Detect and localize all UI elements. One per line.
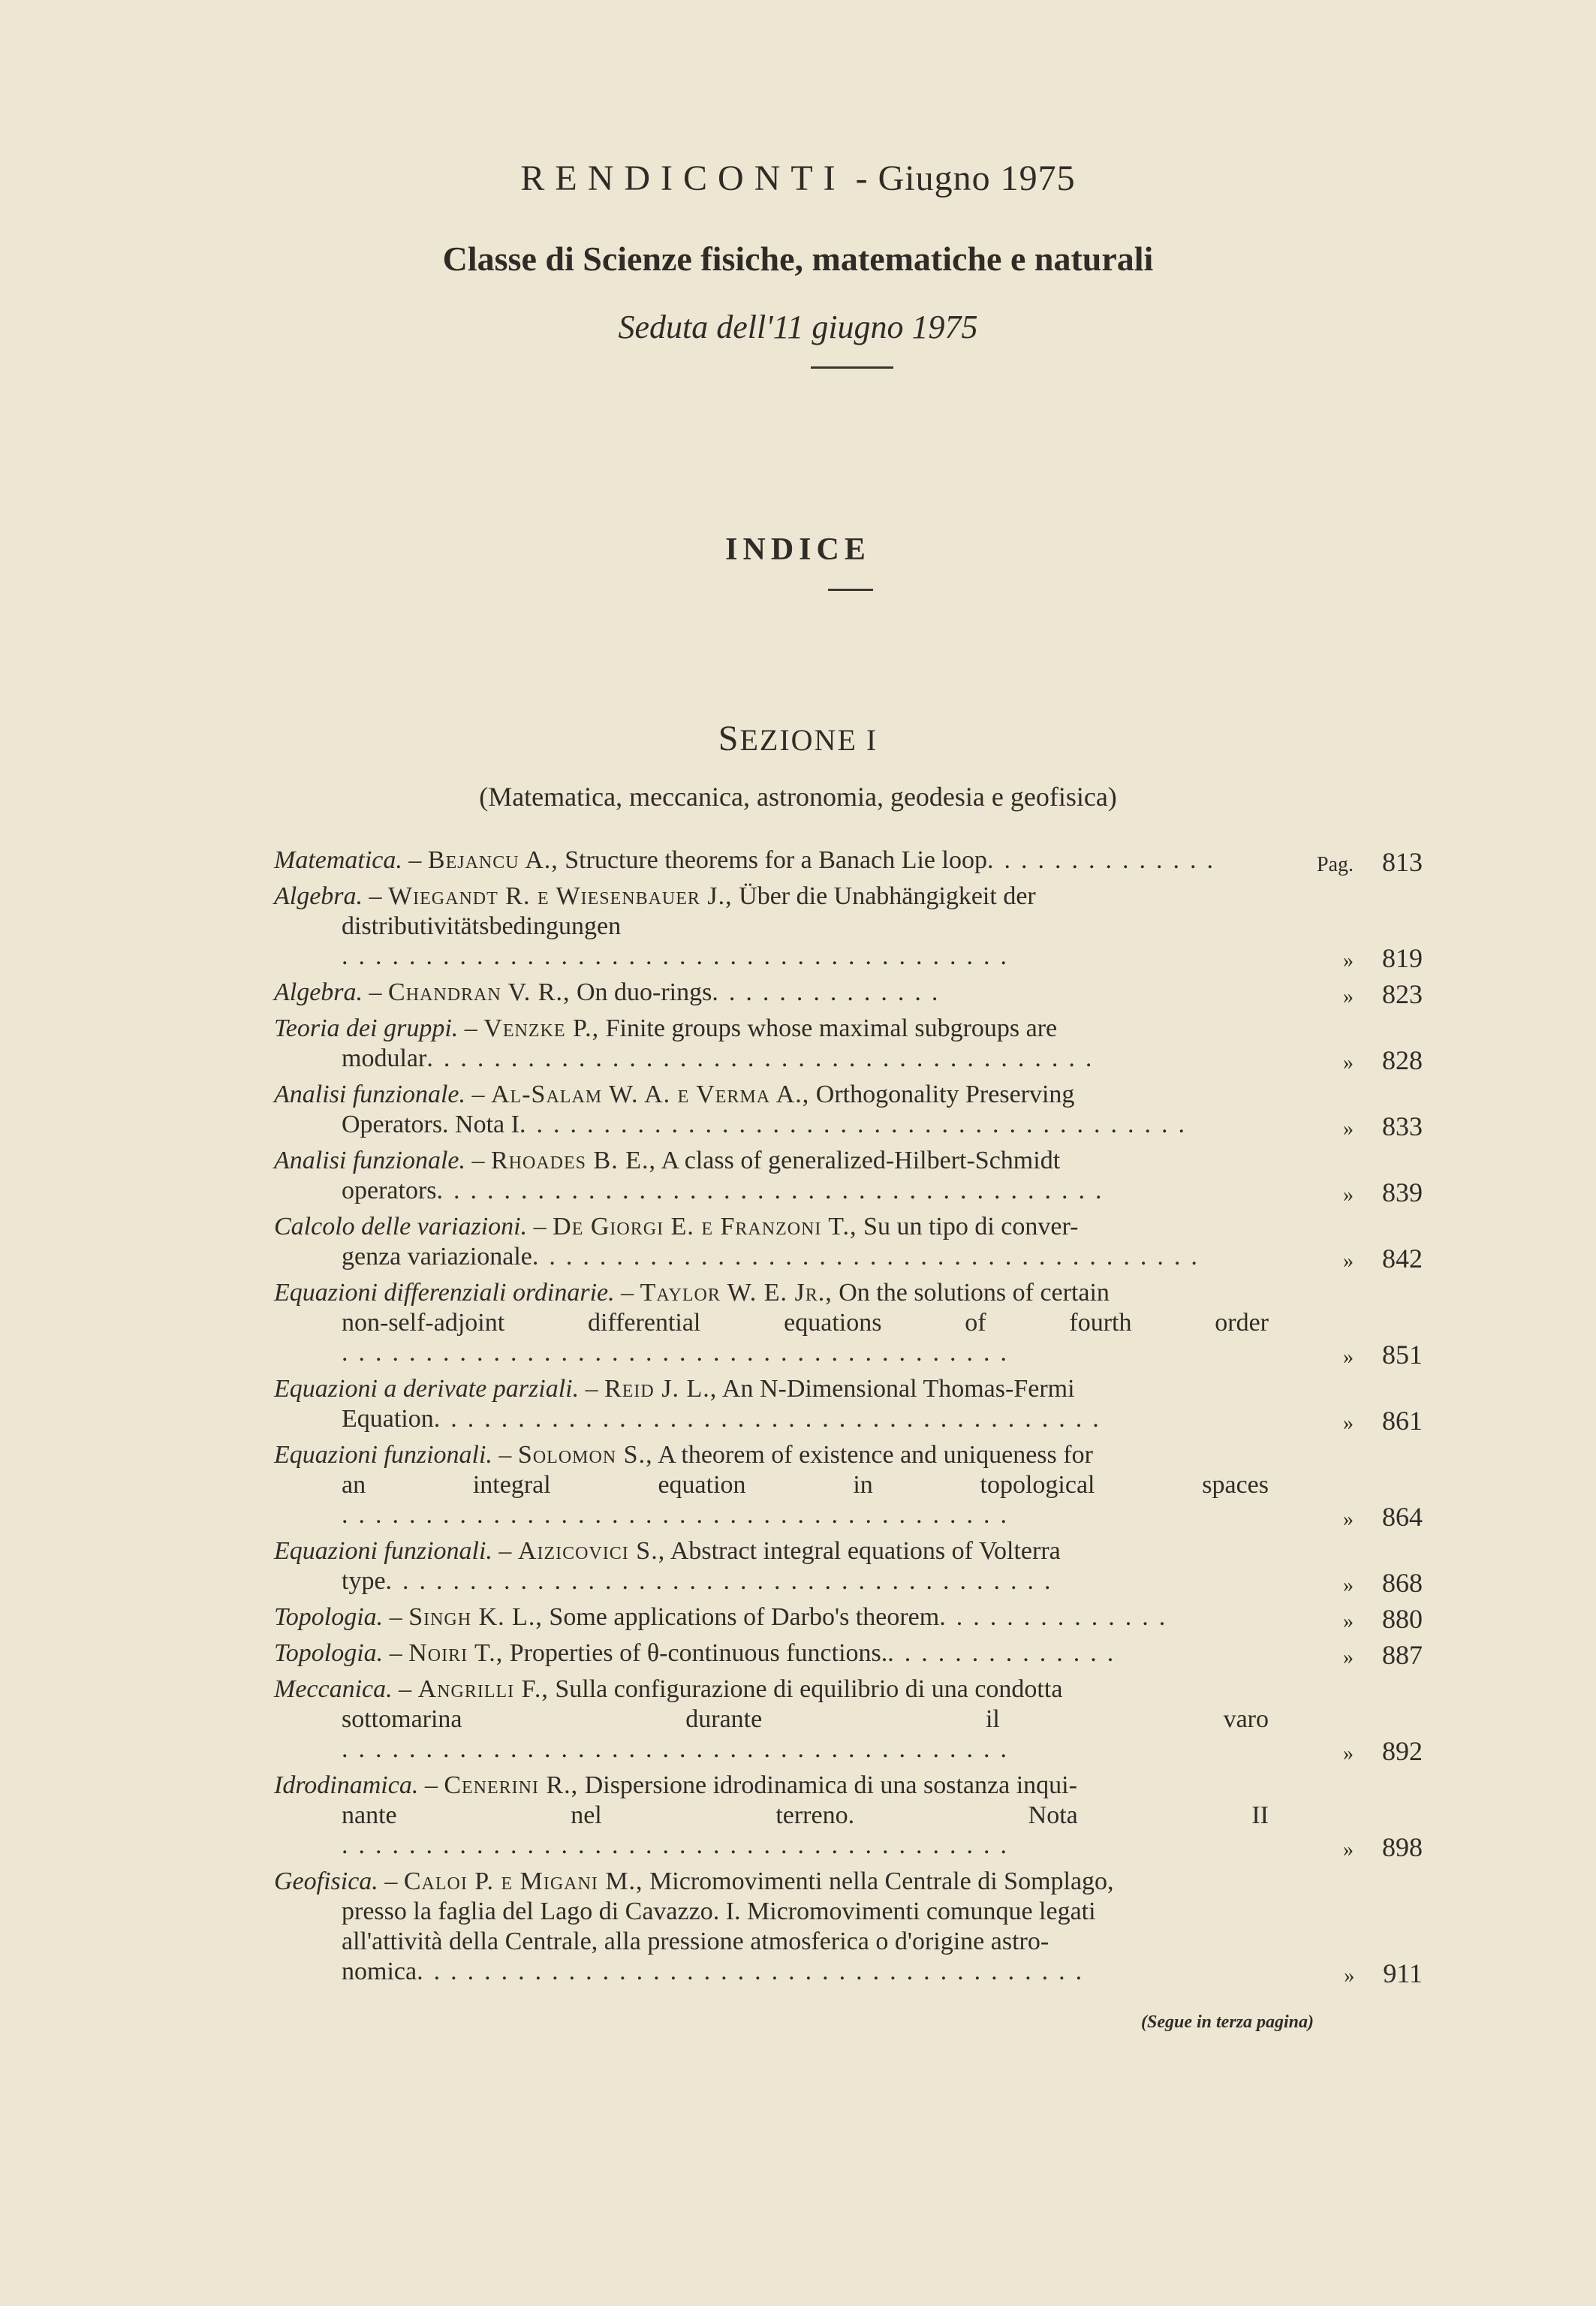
entry-page-number [1272, 1177, 1423, 1210]
entry-continuation-text: type [342, 1567, 386, 1595]
dot-leader: ........................................ [342, 1339, 1017, 1367]
entry-page-number [1272, 943, 1423, 976]
entry-title: Micromovimenti nella Centrale di Somplago, [649, 1867, 1114, 1895]
entry-continuation-text: nomica [342, 1958, 417, 1985]
entry-page-number [1272, 979, 1423, 1012]
page-mark: Pag. [1317, 853, 1354, 876]
entry-author: Bejancu A., [427, 846, 559, 874]
page-mark: » [1343, 1051, 1354, 1075]
section-title-rest: EZIONE I [739, 723, 878, 757]
page-mark: » [1343, 1646, 1354, 1669]
entry-first-line [274, 1212, 1269, 1242]
entry-author: Caloi P. e Migani M., [403, 1867, 643, 1895]
entry-first-line [274, 1867, 1269, 1897]
class-title: Classe di Scienze fisiche, matematiche e naturali [442, 240, 1154, 278]
page-mark: » [1343, 1346, 1354, 1369]
dot-leader: .............. [712, 978, 949, 1006]
entry-category: Algebra. [274, 978, 363, 1006]
entry-author: Cenerini R., [444, 1771, 579, 1799]
entry-continuation-text: non-self-adjoint differential equations of fourth order [342, 1309, 1269, 1337]
entry-separator: – [492, 1537, 518, 1565]
entry-author: Angrilli F., [417, 1675, 549, 1703]
entry-title: Su un tipo di conver- [863, 1213, 1079, 1240]
dot-leader: ........................................ [417, 1958, 1093, 1985]
entry-separator: – [492, 1441, 518, 1469]
entry-page-number [1272, 1832, 1423, 1865]
section-title [0, 718, 1596, 759]
dot-leader: .............. [939, 1603, 1176, 1631]
page-number: 823 [1382, 979, 1423, 1009]
entry-page-number [1272, 1111, 1423, 1144]
page-mark: » [1343, 1183, 1354, 1207]
section-subtitle: (Matematica, meccanica, astronomia, geodesia e geofisica) [479, 782, 1117, 812]
entry-category: Meccanica. [274, 1675, 393, 1703]
page-mark: » [1343, 1610, 1354, 1633]
index-entry [274, 1014, 1423, 1074]
entry-author: Chandran V. R., [388, 978, 571, 1006]
dot-leader: ........................................ [342, 942, 1017, 970]
entry-first-line [274, 1771, 1269, 1801]
dot-leader: ........................................ [436, 1177, 1113, 1204]
entry-title: Some applications of Darbo's theorem [549, 1603, 940, 1631]
page-number: 851 [1382, 1340, 1423, 1370]
entry-category: Matematica. [274, 846, 402, 874]
page-mark: » [1343, 1508, 1354, 1531]
page-number: 892 [1382, 1736, 1423, 1766]
entry-body [274, 1602, 1269, 1632]
page-mark: » [1343, 1838, 1354, 1861]
page-number: 887 [1382, 1640, 1423, 1670]
entry-title: An N-Dimensional Thomas-Fermi [721, 1375, 1075, 1403]
page-mark: » [1343, 1574, 1354, 1597]
page-number: 839 [1382, 1177, 1423, 1207]
entry-author: Al-Salam W. A. e Verma A., [491, 1081, 810, 1108]
entry-continuation-text: nante nel terreno. Nota II [342, 1801, 1269, 1829]
page-mark: » [1343, 949, 1354, 972]
entry-page-number [1272, 1502, 1423, 1535]
entry-author: Noiri T., [408, 1639, 504, 1667]
entry-continuation-text: genza variazionale [342, 1243, 532, 1271]
index-entry [274, 1536, 1423, 1596]
entry-title: Sulla configurazione di equilibrio di una condotta [555, 1675, 1063, 1703]
page-number: 833 [1382, 1111, 1423, 1141]
entry-separator: – [458, 1014, 484, 1042]
entry-title: On the solutions of certain [839, 1279, 1110, 1307]
entry-first-line [274, 1674, 1269, 1705]
entry-body [274, 1674, 1269, 1765]
index-entry [274, 846, 1423, 876]
entry-title: Abstract integral equations of Volterra [670, 1537, 1061, 1565]
entry-author: Rhoades B. E., [491, 1147, 656, 1174]
divider-ornament [811, 366, 893, 369]
section-title-initial: S [718, 719, 740, 758]
page-mark: » [1343, 1742, 1354, 1765]
entry-title: Finite groups whose maximal subgroups are [605, 1014, 1058, 1042]
entry-separator: – [579, 1375, 605, 1403]
page-mark: » [1343, 1412, 1354, 1435]
entry-page-number [1272, 847, 1423, 880]
entry-first-line [274, 1602, 1269, 1632]
entry-continuation [274, 1705, 1269, 1765]
index-entry [274, 1212, 1423, 1272]
entry-continuation [274, 1404, 1269, 1434]
index-entry [274, 1771, 1423, 1861]
entry-body [274, 1771, 1269, 1861]
continued-note: (Segue in terza pagina) [1141, 2012, 1314, 2032]
index-entry [274, 978, 1423, 1008]
dot-leader: ........................................ [342, 1501, 1017, 1529]
entry-continuation [274, 1176, 1269, 1206]
entry-body [274, 1638, 1269, 1668]
entry-continuation: all'attività della Centrale, alla pressione atmosferica o d'origine astro- [342, 1928, 1049, 1955]
page-mark: » [1343, 1249, 1354, 1273]
entry-separator: – [418, 1771, 444, 1799]
entry-continuation [274, 912, 1269, 972]
entry-title: A class of generalized-Hilbert-Schmidt [661, 1147, 1061, 1174]
index-entry [274, 1440, 1423, 1530]
entry-continuation [274, 1957, 1269, 1987]
entry-first-line [274, 1536, 1269, 1566]
entry-first-line [274, 978, 1269, 1008]
entry-category: Topologia. [274, 1603, 384, 1631]
index-entry [274, 1374, 1423, 1434]
index-entry [274, 1638, 1423, 1668]
entry-continuation [274, 1308, 1269, 1368]
index-entry [274, 882, 1423, 972]
entry-separator: – [527, 1213, 553, 1240]
entry-page-number [1272, 1958, 1423, 1991]
entry-title: Structure theorems for a Banach Lie loop [565, 846, 987, 874]
journal-name: RENDICONTI [520, 158, 846, 198]
entry-separator: – [363, 978, 389, 1006]
entry-first-line [274, 1638, 1269, 1668]
index-entry [274, 1674, 1423, 1765]
entry-category: Equazioni funzionali. [274, 1441, 492, 1469]
entry-category: Teoria dei gruppi. [274, 1014, 459, 1042]
index-entry [274, 1867, 1423, 1987]
entry-separator: – [465, 1147, 491, 1174]
index-entries [274, 846, 1423, 1993]
entry-author: Aizicovici S., [517, 1537, 666, 1565]
dot-leader: ........................................ [433, 1405, 1110, 1433]
entry-separator: – [363, 882, 389, 910]
entry-author: Singh K. L., [408, 1603, 543, 1631]
dot-leader: ........................................ [519, 1111, 1195, 1138]
entry-continuation [274, 1242, 1269, 1272]
page-number: 864 [1382, 1502, 1423, 1532]
page-number: 911 [1383, 1958, 1423, 1988]
dot-leader: ........................................ [426, 1044, 1103, 1072]
entry-first-line [274, 1374, 1269, 1404]
entry-author: De Giorgi E. e Franzoni T., [553, 1213, 857, 1240]
index-entry [274, 1146, 1423, 1206]
entry-separator: – [378, 1867, 404, 1895]
session-date: Seduta dell'11 giugno 1975 [618, 309, 978, 345]
entry-category: Equazioni differenziali ordinarie. [274, 1279, 615, 1307]
page-number: 828 [1382, 1045, 1423, 1075]
dot-leader: ........................................ [531, 1243, 1208, 1271]
entry-body [274, 978, 1269, 1008]
page-mark: » [1343, 985, 1354, 1008]
entry-first-line [274, 1440, 1269, 1470]
entry-first-line [274, 1014, 1269, 1044]
page-number: 868 [1382, 1568, 1423, 1598]
entry-continuation-text: an integral equation in topological spaces [342, 1471, 1269, 1499]
entry-continuation [274, 1470, 1269, 1530]
entry-title: A theorem of existence and uniqueness for [658, 1441, 1093, 1469]
page-number: 898 [1382, 1832, 1423, 1862]
entry-page-number [1272, 1568, 1423, 1601]
entry-continuation-text: sottomarina durante il varo [342, 1705, 1269, 1733]
entry-body [274, 1146, 1269, 1206]
entry-separator: – [402, 846, 428, 874]
entry-category: Analisi funzionale. [274, 1081, 465, 1108]
dot-leader: ........................................ [342, 1831, 1017, 1859]
divider-short [828, 589, 873, 591]
entry-separator: – [383, 1639, 409, 1667]
entry-page-number [1272, 1045, 1423, 1078]
entry-continuation-text: Operators. Nota I [342, 1111, 519, 1138]
page-number: 861 [1382, 1406, 1423, 1436]
page-mark: » [1344, 1964, 1355, 1988]
entry-title: Über die Unabhängigkeit der [739, 882, 1036, 910]
entry-body [274, 1440, 1269, 1530]
entry-continuation [274, 1110, 1269, 1140]
entry-continuation [274, 1044, 1269, 1074]
entry-category: Equazioni funzionali. [274, 1537, 492, 1565]
index-entry [274, 1278, 1423, 1368]
entry-body [274, 1536, 1269, 1596]
entry-category: Algebra. [274, 882, 363, 910]
entry-continuation-text: operators [342, 1177, 437, 1204]
entry-continuation-text: Equation [342, 1405, 434, 1433]
entry-page-number [1272, 1604, 1423, 1637]
dot-leader: ........................................ [342, 1735, 1017, 1763]
entry-author: Venzke P., [483, 1014, 600, 1042]
entry-body [274, 1014, 1269, 1074]
journal-title [0, 158, 1596, 199]
entry-page-number [1272, 1640, 1423, 1673]
dot-leader: .............. [986, 846, 1224, 874]
entry-body [274, 1212, 1269, 1272]
index-entry [274, 1080, 1423, 1140]
entry-page-number [1272, 1736, 1423, 1769]
entry-category: Idrodinamica. [274, 1771, 419, 1799]
page-mark: » [1343, 1117, 1354, 1141]
entry-first-line [274, 846, 1269, 876]
entry-category: Analisi funzionale. [274, 1147, 465, 1174]
entry-body [274, 846, 1269, 876]
journal-date: - Giugno 1975 [845, 158, 1076, 198]
page-number: 842 [1382, 1243, 1423, 1274]
entry-body [274, 1278, 1269, 1368]
entry-separator: – [465, 1081, 491, 1108]
entry-separator: – [614, 1279, 640, 1307]
entry-separator: – [383, 1603, 409, 1631]
entry-separator: – [392, 1675, 418, 1703]
entry-author: Solomon S., [517, 1441, 653, 1469]
entry-page-number [1272, 1406, 1423, 1439]
entry-author: Taylor W. E. Jr., [640, 1279, 833, 1307]
entry-author: Wiegandt R. e Wiesenbauer J., [388, 882, 733, 910]
entry-page-number [1272, 1243, 1423, 1277]
page-number: 819 [1382, 943, 1423, 973]
entry-title: Dispersione idrodinamica di una sostanza inqui- [584, 1771, 1077, 1799]
entry-category: Geofisica. [274, 1867, 378, 1895]
entry-first-line [274, 1146, 1269, 1176]
entry-first-line [274, 1080, 1269, 1110]
index-entry [274, 1602, 1423, 1632]
index-title: INDICE [725, 532, 871, 567]
dot-leader: .............. [887, 1639, 1125, 1667]
entry-first-line [274, 882, 1269, 912]
dot-leader: ........................................ [385, 1567, 1061, 1595]
entry-continuation-text: modular [342, 1044, 427, 1072]
entry-author: Reid J. L., [604, 1375, 718, 1403]
entry-body [274, 1867, 1269, 1987]
entry-body [274, 1080, 1269, 1140]
entry-body [274, 1374, 1269, 1434]
entry-category: Calcolo delle variazioni. [274, 1213, 528, 1240]
entry-title: Orthogonality Preserving [815, 1081, 1075, 1108]
page-number: 880 [1382, 1604, 1423, 1634]
entry-continuation: presso la faglia del Lago di Cavazzo. I. Micromovimenti comunque legati [342, 1898, 1096, 1925]
entry-continuation-text: distributivitätsbedingungen [342, 912, 622, 940]
entry-category: Equazioni a derivate parziali. [274, 1375, 580, 1403]
entry-title: On duo-rings [576, 978, 712, 1006]
entry-title: Properties of θ-continuous functions. [509, 1639, 888, 1667]
entry-category: Topologia. [274, 1639, 384, 1667]
entry-body [274, 882, 1269, 972]
entry-continuation [274, 1801, 1269, 1861]
entry-page-number [1272, 1340, 1423, 1373]
entry-first-line [274, 1278, 1269, 1308]
page-number: 813 [1382, 847, 1423, 877]
entry-continuation [274, 1566, 1269, 1596]
